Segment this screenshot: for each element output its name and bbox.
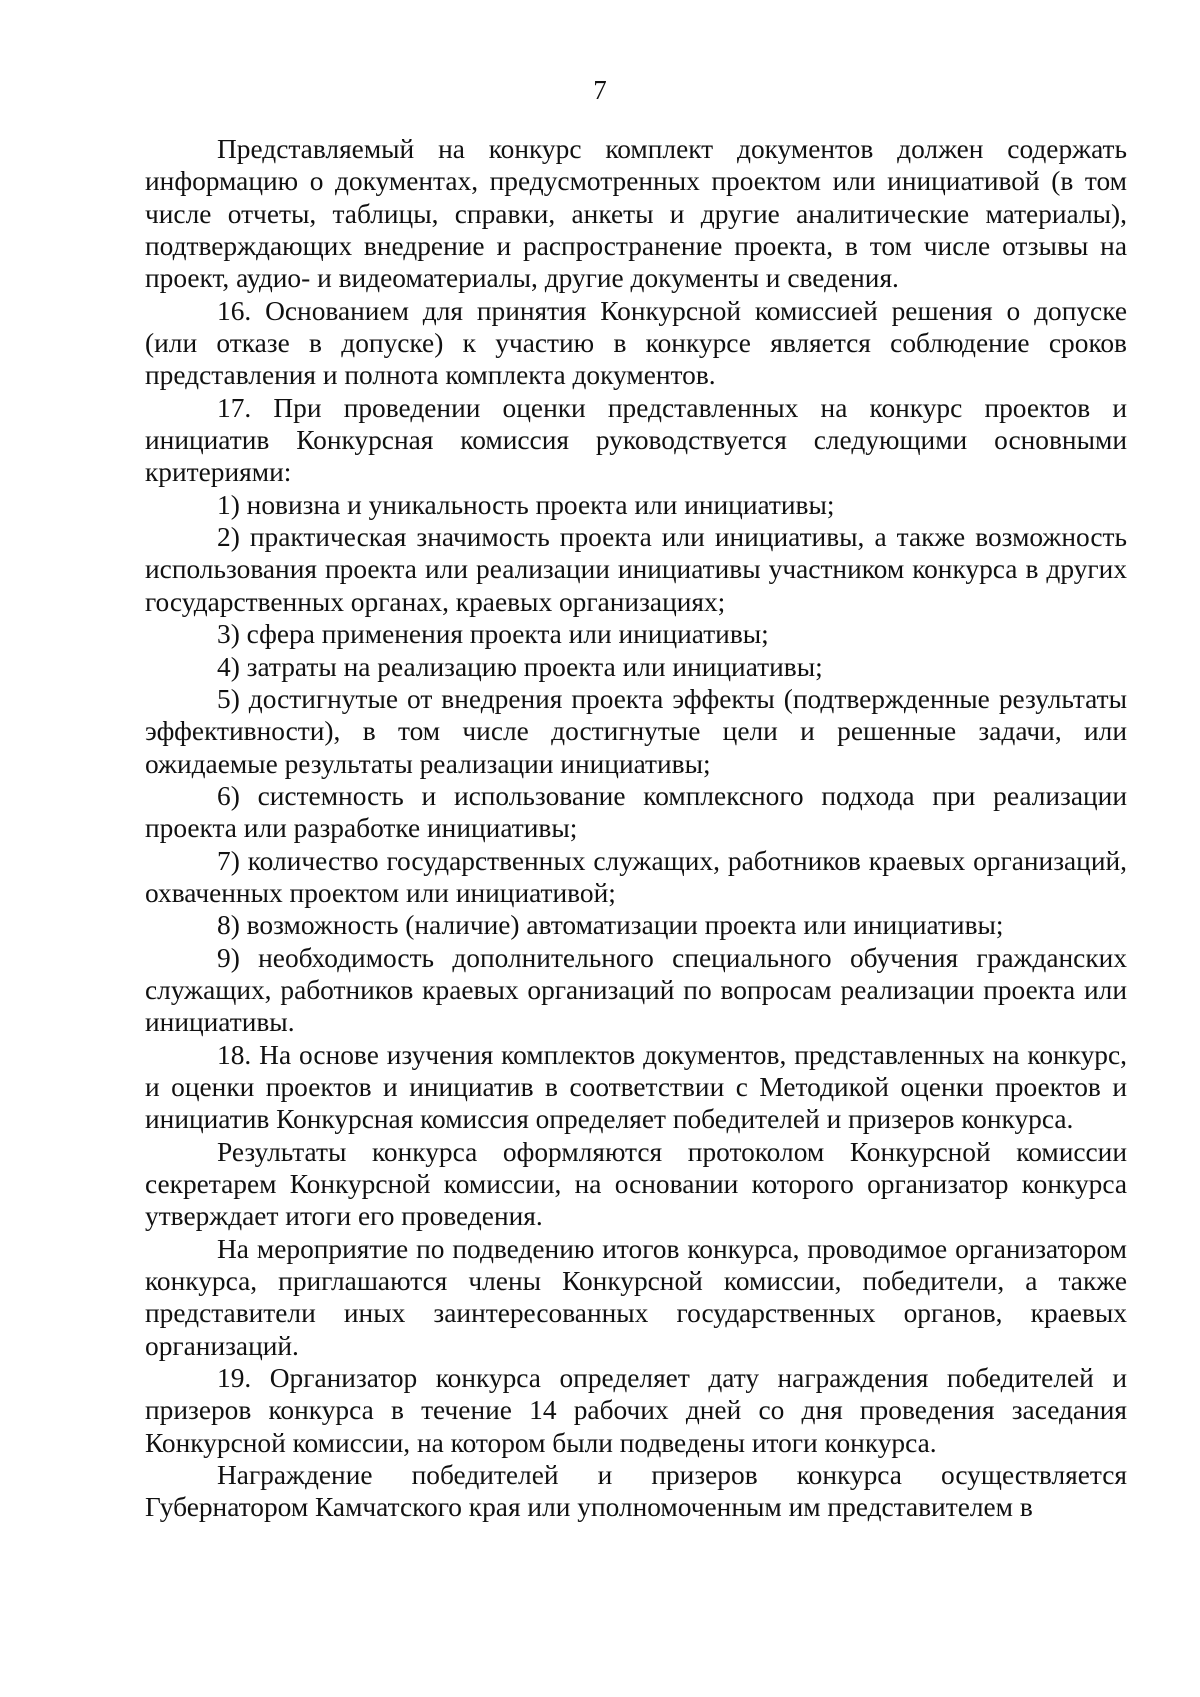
paragraph-results: Результаты конкурса оформляются протоколом Конкурсной комиссии секретарем Конкурсной комиссии, на основании которого организатор конкурса утверждает итоги его проведения. bbox=[145, 1136, 1127, 1232]
criterion-item-6: 6) системность и использование комплексного подхода при реализации проекта или разработке инициативы; bbox=[145, 780, 1127, 844]
paragraph-clause-16: 16. Основанием для принятия Конкурсной комиссией решения о допуске (или отказе в допуске) к участию в конкурсе является соблюдение сроков представления и полнота комплекта документов. bbox=[145, 295, 1127, 391]
criterion-item-4: 4) затраты на реализацию проекта или инициативы; bbox=[217, 651, 823, 682]
paragraph-documents-set: Представляемый на конкурс комплект документов должен содержать информацию о документах, предусмотренных проектом или инициативой (в том числе отчеты, таблицы, справки, анкеты и другие аналитические материалы), подтверждающих внедрение и распространение проекта, в том числе отзывы на проект, аудио- и видеоматериалы, другие документы и сведения. bbox=[145, 134, 1127, 294]
page-number: 7 bbox=[593, 75, 607, 105]
criterion-item-5: 5) достигнутые от внедрения проекта эффекты (подтвержденные результаты эффективности), в том числе достигнутые цели и решенные задачи, или ожидаемые результаты реализации инициативы; bbox=[145, 683, 1127, 779]
paragraph-clause-19: 19. Организатор конкурса определяет дату награждения победителей и призеров конкурса в течение 14 рабочих дней со дня проведения заседания Конкурсной комиссии, на котором были подведены итоги конкурса. bbox=[145, 1363, 1127, 1458]
criterion-item-3: 3) сфера применения проекта или инициативы; bbox=[217, 619, 769, 650]
criterion-item-7: 7) количество государственных служащих, работников краевых организаций, охваченных проектом или инициативой; bbox=[145, 845, 1127, 908]
criterion-item-1: 1) новизна и уникальность проекта или инициативы; bbox=[217, 489, 835, 520]
paragraph-event: На мероприятие по подведению итогов конкурса, проводимое организатором конкурса, приглашаются члены Конкурсной комиссии, победители, а также представители иных заинтересованных государственных органов, краевых организаций. bbox=[145, 1233, 1127, 1361]
document-body bbox=[145, 133, 1127, 1524]
criterion-item-2: 2) практическая значимость проекта или инициативы, а также возможность использования проекта или реализации инициативы участником конкурса в других государственных органах, краевых организациях; bbox=[145, 522, 1127, 617]
paragraph-awarding: Награждение победителей и призеров конкурса осуществляется Губернатором Камчатского края или уполномоченным им представителем в bbox=[145, 1460, 1127, 1523]
criterion-item-9: 9) необходимость дополнительного специального обучения гражданских служащих, работников краевых организаций по вопросам реализации проекта или инициативы. bbox=[145, 942, 1127, 1038]
criterion-item-8: 8) возможность (наличие) автоматизации проекта или инициативы; bbox=[217, 910, 1004, 941]
paragraph-clause-18: 18. На основе изучения комплектов документов, представленных на конкурс, и оценки проектов и инициатив в соответствии с Методикой оценки проектов и инициатив Конкурсная комиссия определяет победителей и призеров конкурса. bbox=[145, 1039, 1127, 1135]
paragraph-clause-17: 17. При проведении оценки представленных на конкурс проектов и инициатив Конкурсная комиссия руководствуется следующими основными критериями: bbox=[145, 392, 1127, 488]
